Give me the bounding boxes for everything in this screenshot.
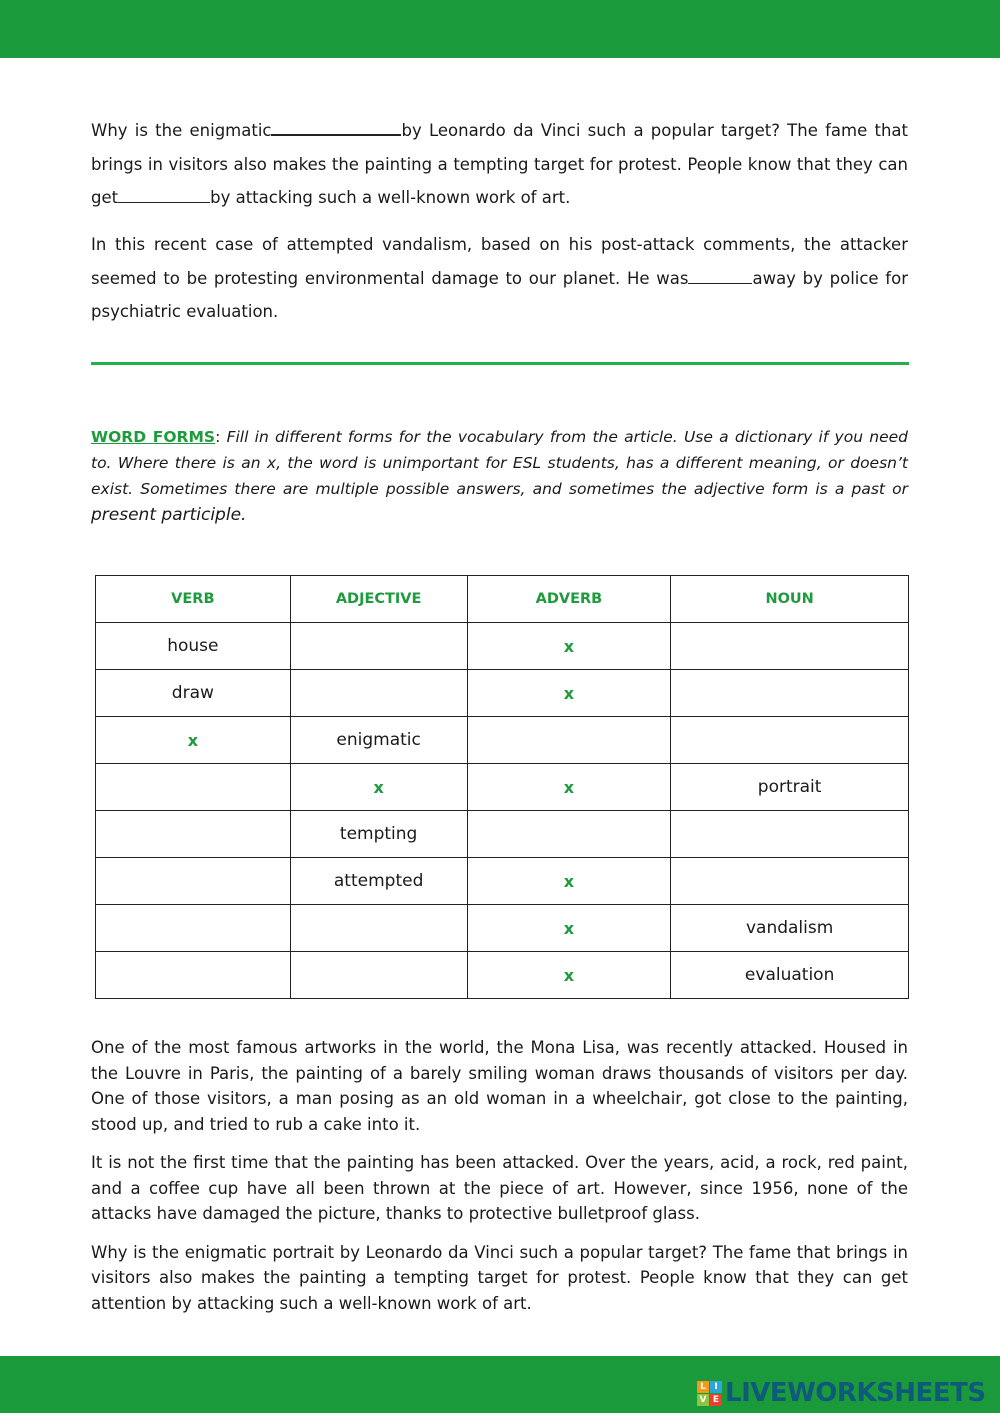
blank-answer-2[interactable] [118,201,210,203]
answer-cell-noun[interactable] [671,858,909,905]
article-paragraph: Why is the enigmatic portrait by Leonardo da Vinci such a popular target? The fame that brings in visitors also makes the painting a tempting target for protest. People know that they can get attention by attacking such a well-known work of art. [91,1242,908,1313]
word-forms-instructions [91,424,908,528]
instructions-text: Fill in different forms for the vocabulary from the article. Use a dictionary if you need to. Where there is an x, the word is unimportant for ESL students, has a different meaning, or doesn’t exist. Sometimes there are multiple possible answers, and sometimes the adjective form is a past or [91,428,908,498]
answer-cell-adverb[interactable] [467,811,671,858]
table-row [96,811,909,858]
cell-adverb: x [467,858,671,905]
answer-cell-noun[interactable] [671,717,909,764]
word-forms-table [95,575,909,999]
logo-letter: E [710,1394,722,1406]
header-bar [0,0,1000,58]
passage-text: Why is the enigmatic [91,121,272,140]
table-row [96,858,909,905]
cell-noun: vandalism [671,905,909,952]
blank-answer-3[interactable] [688,282,752,284]
table-row [96,670,909,717]
word-forms-title: WORD FORMS [91,428,216,446]
answer-cell-noun[interactable] [671,670,909,717]
instructions-text-end: present participle. [91,505,247,525]
table-header-row [96,576,909,623]
table-row [96,717,909,764]
cell-adjective: tempting [290,811,467,858]
cell-adjective: x [290,764,467,811]
cell-adverb: x [467,764,671,811]
cell-verb: x [96,717,291,764]
article [91,1035,908,1329]
answer-cell-verb[interactable] [96,858,291,905]
table-row [96,623,909,670]
cell-noun: portrait [671,764,909,811]
article-paragraph: It is not the first time that the painting has been attacked. Over the years, acid, a rock, red paint, and a coffee cup have all been thrown at the piece of art. However, since 1956, none of the attacks have damaged the picture, thanks to protective bulletproof glass. [91,1153,908,1223]
header-adjective: ADJECTIVE [290,576,467,623]
cell-adjective: attempted [290,858,467,905]
answer-cell-adjective[interactable] [290,670,467,717]
blank-answer-1[interactable] [271,133,401,136]
answer-cell-verb[interactable] [96,764,291,811]
cell-adverb: x [467,670,671,717]
header-noun: NOUN [671,576,909,623]
passage-paragraph-1 [91,114,908,215]
answer-cell-adjective[interactable] [290,623,467,670]
passage-paragraph-2 [91,228,908,329]
answer-cell-adverb[interactable] [467,717,671,764]
cell-adjective: enigmatic [290,717,467,764]
liveworksheets-logo[interactable] [697,1376,986,1410]
logo-letter: I [710,1381,722,1393]
answer-cell-verb[interactable] [96,811,291,858]
table-row [96,905,909,952]
answer-cell-verb[interactable] [96,952,291,999]
answer-cell-verb[interactable] [96,905,291,952]
title-colon: : [215,428,221,446]
answer-cell-adjective[interactable] [290,952,467,999]
cell-adverb: x [467,905,671,952]
cell-adverb: x [467,952,671,999]
passage-text: by attacking such a well-known work of art. [210,188,571,207]
logo-letter: V [697,1394,709,1406]
cell-verb: house [96,623,291,670]
article-paragraph: One of the most famous artworks in the world, the Mona Lisa, was recently attacked. Housed in the Louvre in Paris, the painting of a barely smiling woman draws thousands of visitors per day. One of those visitors, a man posing as an old woman in a wheelchair, got close to the painting, stood up, and tried to rub a cake into it. [91,1038,908,1134]
answer-cell-noun[interactable] [671,811,909,858]
cell-noun: evaluation [671,952,909,999]
table-row [96,764,909,811]
passage-text: In this recent case of attempted vandalism, based on his post-attack comments, the attacker seemed to be protesting environmental damage to our planet. He was [91,235,908,288]
cell-adverb: x [467,623,671,670]
header-verb: VERB [96,576,291,623]
passage-text: away by police for psychiatric evaluation. [91,268,908,321]
logo-text: LIVEWORKSHEETS [725,1378,986,1408]
logo-letter: L [697,1381,709,1393]
table-row [96,952,909,999]
cell-verb: draw [96,670,291,717]
passage-text: by Leonardo da Vinci such a popular target? The fame that brings in visitors also makes the painting a tempting target for protest. People know that they can get [91,121,908,207]
section-divider [91,362,909,365]
header-adverb: ADVERB [467,576,671,623]
logo-icon [697,1381,722,1406]
answer-cell-adjective[interactable] [290,905,467,952]
answer-cell-noun[interactable] [671,623,909,670]
